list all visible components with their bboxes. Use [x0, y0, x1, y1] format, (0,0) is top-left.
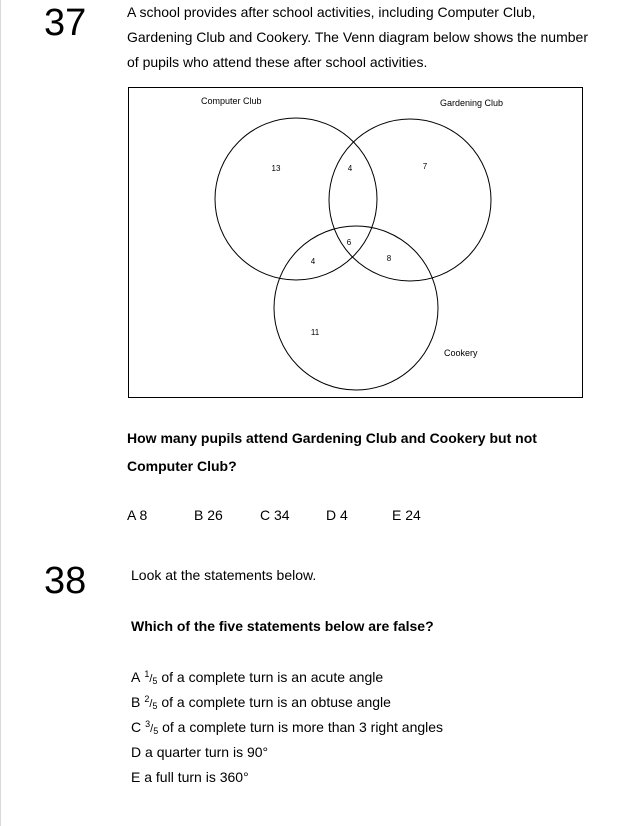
answer-option-c: C 34 [260, 507, 290, 523]
statement-c: C 3/5 of a complete turn is more than 3 right angles [131, 719, 444, 736]
all-three-value: 6 [346, 238, 352, 247]
answer-option-d: D 4 [326, 507, 348, 523]
fraction: 3/5 [145, 719, 159, 736]
page-left-border [0, 0, 1, 826]
gardening-club-label: Gardening Club [440, 98, 504, 108]
answer-option-b: B 26 [194, 507, 223, 523]
cookery-circle [274, 226, 438, 390]
statement-b: B 2/5 of a complete turn is an obtuse angle [131, 694, 391, 711]
answer-option-e: E 24 [392, 507, 421, 523]
statement-d: D a quarter turn is 90° [131, 744, 269, 760]
q37-question-line-2: Computer Club? [127, 458, 237, 474]
statement-a: A 1/5 of a complete turn is an acute angle [131, 669, 384, 686]
computer-club-label: Computer Club [201, 96, 262, 106]
cookery-label: Cookery [444, 348, 478, 358]
q38-question: Which of the five statements below are false? [131, 618, 434, 634]
gardening-cookery-value: 8 [386, 254, 392, 263]
venn-diagram [128, 87, 583, 398]
computer-gardening-value: 4 [347, 164, 353, 173]
q37-intro-line-2: Gardening Club and Cookery. The Venn diagram below shows the number [127, 29, 588, 45]
q37-question-line-1: How many pupils attend Gardening Club and Cookery but not [127, 430, 537, 446]
computer-only-value: 13 [271, 164, 281, 173]
gardening-only-value: 7 [422, 162, 428, 171]
fraction: 2/5 [144, 694, 158, 711]
q37-intro-line-3: of pupils who attend these after school activities. [127, 54, 428, 70]
cookery-only-value: 11 [310, 328, 320, 337]
answer-option-a: A 8 [127, 507, 148, 523]
computer-cookery-value: 4 [310, 257, 316, 266]
question-number-37: 37 [44, 2, 87, 44]
question-number-38: 38 [44, 560, 87, 602]
fraction: 1/5 [144, 669, 158, 686]
q38-intro: Look at the statements below. [131, 567, 317, 583]
q37-intro-line-1: A school provides after school activities, including Computer Club, [127, 4, 536, 20]
statement-e: E a full turn is 360° [131, 769, 249, 785]
